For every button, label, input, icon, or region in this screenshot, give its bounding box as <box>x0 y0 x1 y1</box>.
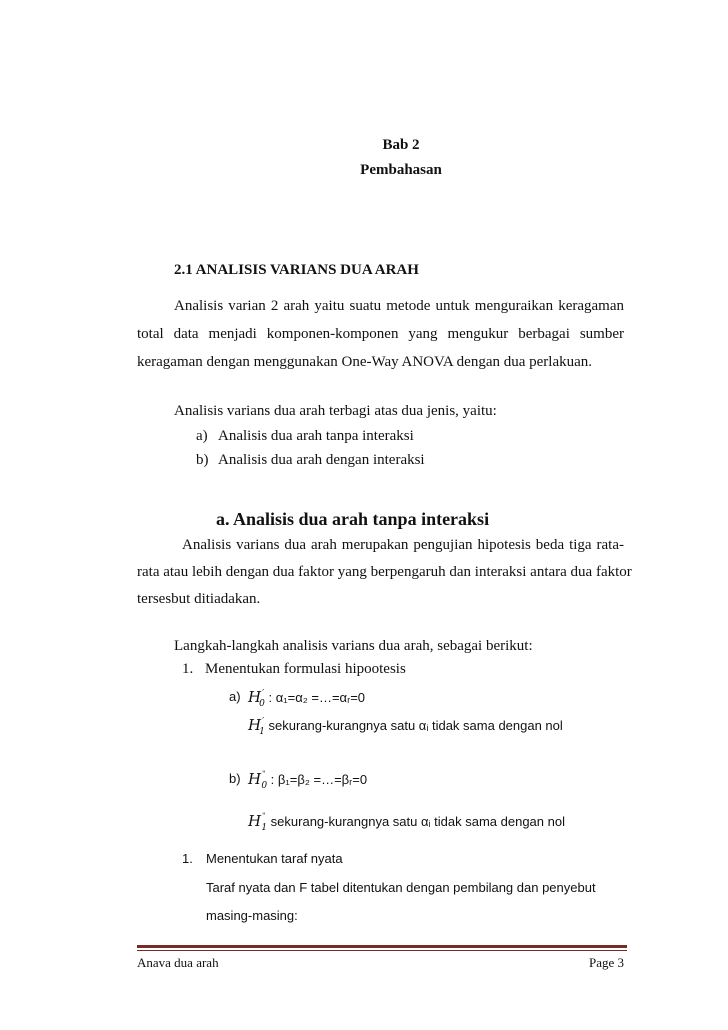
step-desc-line-1: Taraf nyata dan F tabel ditentukan dengan pembilang dan penyebut <box>206 880 596 895</box>
section-heading: 2.1 ANALISIS VARIANS DUA ARAH <box>174 262 419 278</box>
intro-line-3: keragaman dengan menggunakan One-Way ANOVA dengan dua perlakuan. <box>137 354 593 370</box>
list-item-marker: a) <box>196 428 208 444</box>
intro-line-2: total data menjadi komponen-komponen yang mengukur berbagai sumber <box>137 326 624 342</box>
footer-rule <box>137 945 627 948</box>
step-text: Menentukan formulasi hipootesis <box>205 661 406 677</box>
chapter-title: Bab 2 <box>382 137 420 153</box>
hypothesis-h0-b: $H^"_0$ : β₁=β₂ =…=βᵣ=0 <box>248 770 368 791</box>
hypothesis-marker: b) <box>229 771 241 786</box>
step-desc-line-2: masing-masing: <box>206 908 298 923</box>
chapter-subtitle: Pembahasan <box>360 162 442 178</box>
subsection-line-1: Analisis varians dua arah merupakan pengujian hipotesis beda tiga rata- <box>182 537 624 553</box>
subsection-heading: a. Analisis dua arah tanpa interaksi <box>216 509 490 529</box>
footer-rule <box>137 950 627 951</box>
list-item-marker: b) <box>196 452 209 468</box>
step-number: 1. <box>182 851 193 866</box>
hypothesis-h1-b: $H^"_1$ sekurang-kurangnya satu αᵢ tidak sama dengan nol <box>248 812 565 833</box>
footer-title: Anava dua arah <box>137 955 219 970</box>
page-number: Page 3 <box>588 955 624 970</box>
hypothesis-h1-a: $H'_1$ sekurang-kurangnya satu αᵢ tidak sama dengan nol <box>248 716 563 737</box>
steps-lead: Langkah-langkah analisis varians dua arah, sebagai berikut: <box>174 638 533 654</box>
step-number: 1. <box>182 661 194 677</box>
hypothesis-h0-a: $H'_0$ : α₁=α₂ =…=αᵣ=0 <box>248 688 366 709</box>
list-item: Analisis dua arah dengan interaksi <box>218 452 425 468</box>
types-lead: Analisis varians dua arah terbagi atas dua jenis, yaitu: <box>174 403 497 419</box>
subsection-line-3: tersesbut ditiadakan. <box>137 591 261 607</box>
step-text: Menentukan taraf nyata <box>206 851 343 866</box>
subsection-line-2: rata atau lebih dengan dua faktor yang berpengaruh dan interaksi antara dua faktor <box>137 564 632 580</box>
intro-line-1: Analisis varian 2 arah yaitu suatu metode untuk menguraikan keragaman <box>174 298 624 314</box>
hypothesis-marker: a) <box>229 689 241 704</box>
list-item: Analisis dua arah tanpa interaksi <box>218 428 414 444</box>
